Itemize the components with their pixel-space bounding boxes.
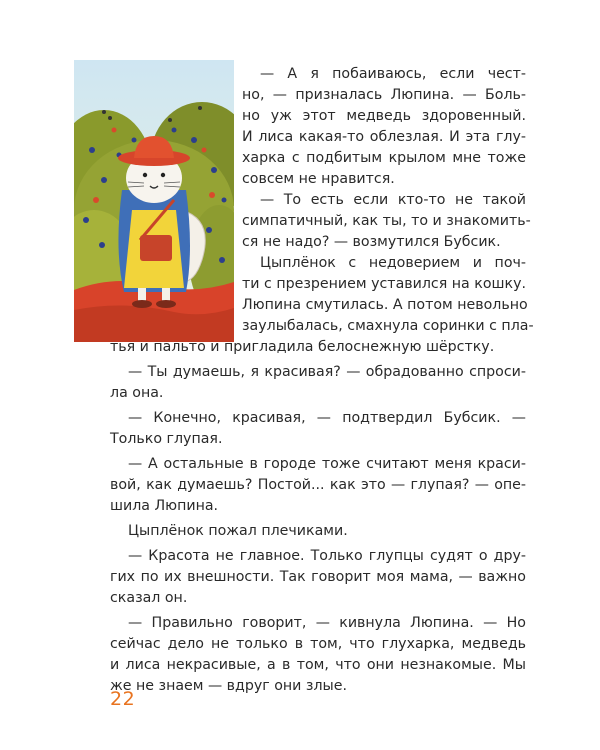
text-line: симпатичный, как ты, то и знакомить-: [242, 213, 531, 229]
text-line: — Конечно, красивая, — подтвердил Бубсик. —: [128, 410, 526, 426]
text-line: же не знаем — вдруг они злые.: [110, 678, 347, 694]
text-line: заулыбалась, смахнула соринки с пла-: [242, 318, 534, 334]
cat-illustration-image: [74, 60, 234, 342]
text-line: но уж этот медведь здоровенный.: [242, 108, 526, 124]
text-line: совсем не нравится.: [242, 171, 395, 187]
page-number: 22: [110, 688, 136, 710]
text-line: Цыплёнок с недоверием и поч-: [260, 255, 526, 271]
text-line: сейчас дело не только в том, что глухарка, медведь: [110, 636, 526, 652]
text-line: — То есть если кто-то не такой: [260, 192, 526, 208]
text-line: шила Люпина.: [110, 498, 219, 514]
text-line: тья и пальто и пригладила белоснежную шёрстку.: [110, 339, 495, 355]
text-line: — Правильно говорит, — кивнула Люпина. — Но: [128, 615, 526, 631]
text-line: Люпина смутилась. А потом невольно: [242, 297, 528, 313]
text-line: сказал он.: [110, 590, 188, 606]
text-line: ти с презрением уставился на кошку.: [242, 276, 526, 292]
text-line: гих по их внешности. Так говорит моя мама, — важно: [110, 569, 526, 585]
text-line: харка с подбитым крылом мне тоже: [242, 150, 526, 166]
illustration-cat-in-forest: [74, 60, 234, 342]
text-line: и лиса некрасивые, а в том, что они незнакомые. Мы: [110, 657, 526, 673]
text-line: Только глупая.: [110, 431, 223, 447]
text-line: — А остальные в городе тоже считают меня краси-: [128, 456, 526, 472]
text-line: — Ты думаешь, я красивая? — обрадованно спроси-: [128, 364, 526, 380]
text-line: ла она.: [110, 385, 164, 401]
text-line: И лиса какая-то облезлая. И эта глу-: [242, 129, 526, 145]
text-line: — А я побаиваюсь, если чест-: [260, 66, 526, 82]
text-line: ся не надо? — возмутился Бубсик.: [242, 234, 501, 250]
text-line: вой, как думаешь? Постой... как это — глупая? — опе-: [110, 477, 526, 493]
text-line: — Красота не главное. Только глупцы судят о дру-: [128, 548, 526, 564]
text-line: Цыплёнок пожал плечиками.: [128, 523, 348, 539]
text-line: но, — призналась Люпина. — Боль-: [242, 87, 526, 103]
